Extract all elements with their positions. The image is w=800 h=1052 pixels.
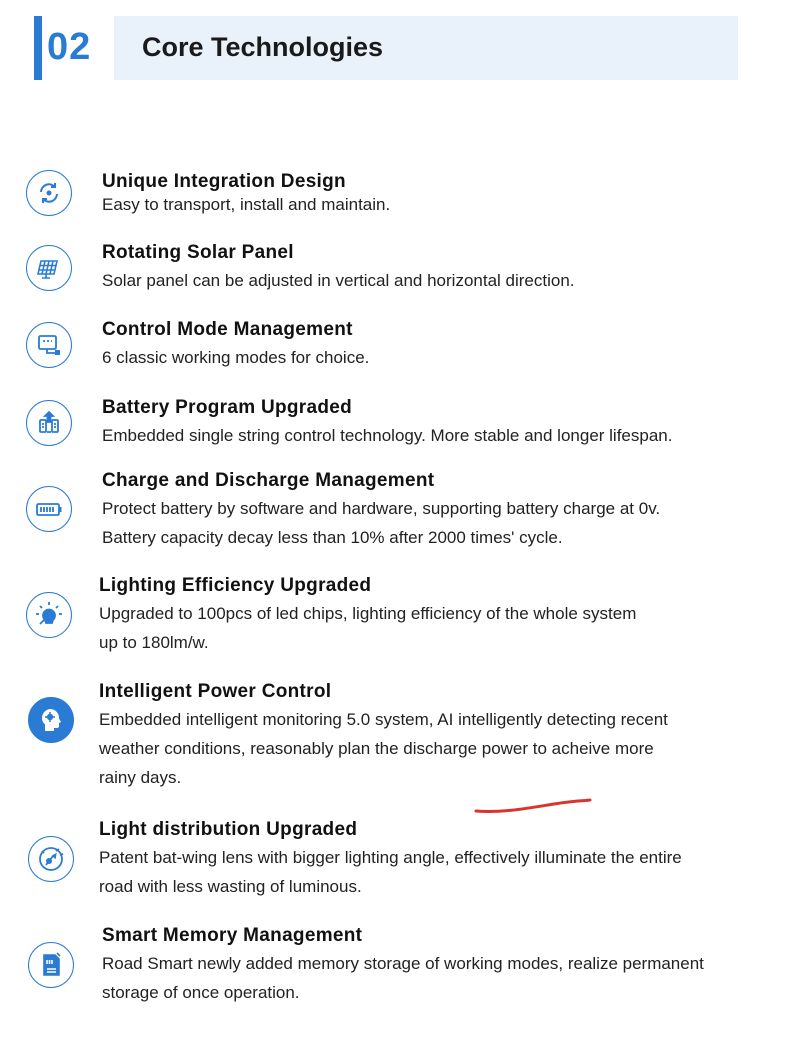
feature-title: Control Mode Management bbox=[102, 319, 353, 340]
feature-title: Lighting Efficiency Upgraded bbox=[99, 575, 372, 596]
feature-desc-line: Road Smart newly added memory storage of working modes, realize permanent bbox=[102, 954, 704, 973]
feature-desc-line: Embedded single string control technology. More stable and longer lifespan. bbox=[102, 426, 673, 445]
section-number: 02 bbox=[47, 26, 92, 68]
feature-desc-line: up to 180lm/w. bbox=[99, 633, 209, 652]
feature-desc-line: storage of once operation. bbox=[102, 983, 300, 1002]
feature-title: Unique Integration Design bbox=[102, 171, 346, 192]
feature-title: Battery Program Upgraded bbox=[102, 397, 353, 418]
control-monitor-icon bbox=[26, 322, 72, 368]
header-accent-bar bbox=[34, 16, 42, 80]
memory-chip-icon bbox=[28, 942, 74, 988]
light-bulb-icon bbox=[26, 592, 72, 638]
feature-desc-line: Solar panel can be adjusted in vertical and horizontal direction. bbox=[102, 271, 575, 290]
feature-title: Rotating Solar Panel bbox=[102, 242, 294, 263]
feature-title: Charge and Discharge Management bbox=[102, 470, 435, 491]
ai-head-icon bbox=[28, 697, 74, 743]
red-underline-mark bbox=[474, 796, 594, 816]
feature-title: Intelligent Power Control bbox=[99, 681, 332, 702]
solar-panel-icon bbox=[26, 245, 72, 291]
refresh-cycle-icon bbox=[26, 170, 72, 216]
feature-desc-line: Easy to transport, install and maintain. bbox=[102, 195, 391, 214]
battery-icon bbox=[26, 486, 72, 532]
feature-desc-line: road with less wasting of luminous. bbox=[99, 877, 362, 896]
feature-desc-line: Embedded intelligent monitoring 5.0 system, AI intelligently detecting recent bbox=[99, 710, 668, 729]
battery-upgrade-icon bbox=[26, 400, 72, 446]
section-title: Core Technologies bbox=[142, 32, 384, 62]
feature-desc-line: rainy days. bbox=[99, 768, 182, 787]
light-distribution-icon bbox=[28, 836, 74, 882]
feature-desc-line: 6 classic working modes for choice. bbox=[102, 348, 370, 367]
feature-desc-line: Protect battery by software and hardware, supporting battery charge at 0v. bbox=[102, 499, 661, 518]
feature-desc-line: weather conditions, reasonably plan the discharge power to acheive more bbox=[99, 739, 654, 758]
feature-title: Smart Memory Management bbox=[102, 925, 363, 946]
feature-desc-line: Battery capacity decay less than 10% after 2000 times' cycle. bbox=[102, 528, 563, 547]
feature-title: Light distribution Upgraded bbox=[99, 819, 358, 840]
feature-desc-line: Upgraded to 100pcs of led chips, lighting efficiency of the whole system bbox=[99, 604, 637, 623]
feature-desc-line: Patent bat-wing lens with bigger lighting angle, effectively illuminate the entire bbox=[99, 848, 682, 867]
